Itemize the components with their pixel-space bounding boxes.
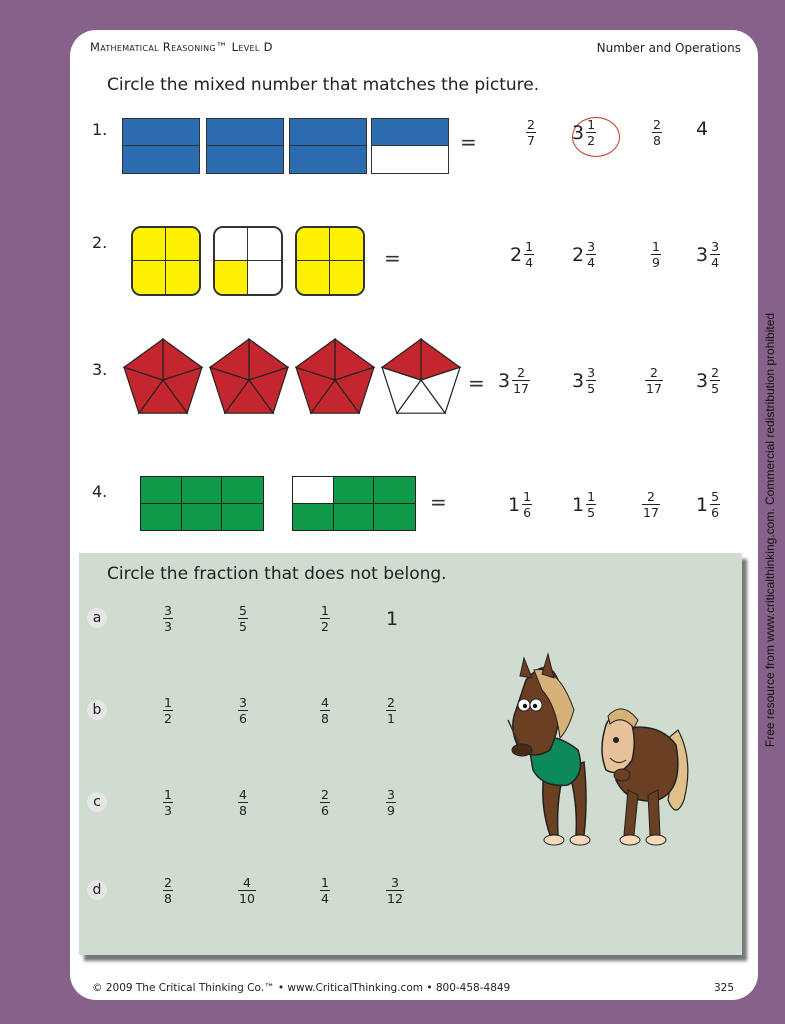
denominator: 5 (587, 505, 596, 520)
numerator: 3 (390, 875, 399, 890)
numerator: 3 (387, 787, 395, 802)
numerator: 2 (646, 489, 655, 504)
numerator: 1 (321, 875, 329, 890)
denominator: 6 (321, 803, 329, 818)
denominator: 2 (164, 711, 172, 726)
row-label-a: a (87, 608, 107, 628)
fraction-option-a-2[interactable] (238, 604, 248, 633)
choice-whole: 3 (572, 121, 585, 144)
choice-fraction (652, 118, 662, 147)
denominator: 2 (587, 133, 596, 148)
choice-fraction (522, 490, 532, 519)
denominator: 8 (239, 803, 247, 818)
denominator: 4 (525, 255, 534, 270)
pentagon-row (115, 336, 465, 420)
choice-2-1[interactable] (510, 240, 534, 269)
question-number-4: 4. (92, 482, 108, 501)
question-number-2: 2. (92, 233, 108, 252)
numerator: 2 (387, 695, 395, 710)
choice-3-1[interactable] (498, 366, 530, 395)
fraction-option-b-2[interactable] (238, 696, 248, 725)
denominator: 2 (321, 619, 329, 634)
numerator: 5 (239, 603, 247, 618)
denominator: 5 (711, 381, 720, 396)
denominator: 5 (587, 381, 596, 396)
choice-4-4[interactable] (696, 490, 720, 519)
choice-fraction (512, 366, 530, 395)
page-number: 325 (714, 982, 735, 994)
choice-whole: 3 (696, 243, 709, 266)
denominator: 3 (164, 803, 172, 818)
fraction-option-a-1[interactable] (163, 604, 173, 633)
choice-fraction (710, 490, 720, 519)
denominator: 12 (387, 891, 403, 906)
numerator: 3 (239, 695, 247, 710)
choice-whole: 1 (508, 493, 521, 516)
numerator: 2 (517, 365, 526, 380)
yellow-square-1 (131, 226, 201, 296)
choice-2-2[interactable] (572, 240, 596, 269)
choice-whole: 2 (572, 243, 585, 266)
numerator: 3 (164, 603, 172, 618)
equals-sign-2: = (384, 246, 401, 270)
denominator: 17 (513, 381, 529, 396)
choice-whole: 3 (696, 369, 709, 392)
numerator: 1 (587, 117, 596, 132)
denominator: 3 (164, 619, 172, 634)
choice-1-1[interactable] (526, 118, 536, 147)
green-bar-1 (140, 476, 264, 531)
fraction-option-d-2[interactable] (238, 876, 256, 905)
denominator: 9 (387, 803, 395, 818)
choice-fraction (586, 366, 596, 395)
numerator: 1 (587, 489, 596, 504)
numerator: 2 (653, 117, 661, 132)
choice-fraction (642, 490, 660, 519)
denominator: 4 (587, 255, 596, 270)
side-notice: Free resource from www.criticalthinking.com. Commercial redistribution prohibited (763, 312, 777, 748)
numerator: 2 (711, 365, 720, 380)
choice-whole: 1 (696, 493, 709, 516)
fraction-option-b-1[interactable] (163, 696, 173, 725)
numerator: 1 (164, 695, 172, 710)
fraction-option-b-4[interactable] (386, 696, 396, 725)
choice-4-2[interactable] (572, 490, 596, 519)
choice-2-3[interactable] (651, 240, 661, 269)
fraction-option-d-1[interactable] (163, 876, 173, 905)
choice-fraction (526, 118, 536, 147)
numerator: 1 (523, 489, 532, 504)
fraction-option-c-4[interactable] (386, 788, 396, 817)
denominator: 5 (239, 619, 247, 634)
choice-4-3[interactable] (642, 490, 660, 519)
fraction-option-c-2[interactable] (238, 788, 248, 817)
numerator: 2 (164, 875, 172, 890)
fraction-option-d-3[interactable] (320, 876, 330, 905)
choice-fraction (586, 240, 596, 269)
choice-whole: 1 (572, 493, 585, 516)
denominator: 8 (164, 891, 172, 906)
denominator: 9 (652, 255, 660, 270)
row-label-d: d (87, 880, 107, 900)
fraction-option-a-3[interactable] (320, 604, 330, 633)
denominator: 6 (711, 505, 720, 520)
whole-number: 1 (386, 608, 399, 630)
denominator: 8 (321, 711, 329, 726)
instruction-2: Circle the fraction that does not belong. (107, 564, 447, 584)
question-number-3: 3. (92, 360, 108, 379)
numerator: 1 (525, 239, 534, 254)
denominator: 4 (711, 255, 720, 270)
choice-1-3[interactable] (652, 118, 662, 147)
choice-3-4[interactable] (696, 366, 720, 395)
choice-fraction (645, 366, 663, 395)
choice-3-3[interactable] (645, 366, 663, 395)
numerator: 3 (711, 239, 720, 254)
denominator: 4 (321, 891, 329, 906)
equals-sign-4: = (430, 490, 447, 514)
choice-fraction (586, 490, 596, 519)
choice-4-1[interactable] (508, 490, 532, 519)
equals-sign-1: = (460, 130, 477, 154)
denominator: 17 (646, 381, 662, 396)
blue-bar-2 (206, 118, 284, 174)
denominator: 8 (653, 133, 661, 148)
denominator: 6 (239, 711, 247, 726)
green-bar-partial (292, 476, 416, 531)
fraction-option-c-1[interactable] (163, 788, 173, 817)
denominator: 6 (523, 505, 532, 520)
numerator: 4 (242, 875, 251, 890)
numerator: 3 (587, 365, 596, 380)
numerator: 2 (321, 787, 329, 802)
choice-3-2[interactable] (572, 366, 596, 395)
standing-horse-icon (508, 654, 590, 845)
numerator: 4 (321, 695, 329, 710)
choice-1-2[interactable] (572, 118, 596, 147)
denominator: 17 (643, 505, 659, 520)
numerator: 3 (587, 239, 596, 254)
question-number-1: 1. (92, 120, 108, 139)
choice-1-4[interactable] (696, 118, 710, 140)
equals-sign-3: = (468, 371, 485, 395)
choice-whole: 3 (498, 369, 511, 392)
choice-fraction (710, 366, 720, 395)
choice-whole: 4 (696, 118, 709, 140)
horses-illustration (498, 650, 698, 860)
numerator: 5 (711, 489, 720, 504)
numerator: 1 (164, 787, 172, 802)
choice-fraction (586, 118, 596, 147)
yellow-square-partial (213, 226, 283, 296)
numerator: 1 (652, 239, 660, 254)
yellow-square-3 (295, 226, 365, 296)
section-title: Number and Operations (596, 41, 741, 55)
choice-2-4[interactable] (696, 240, 720, 269)
blue-bar-half (371, 118, 449, 174)
blue-bar-1 (122, 118, 200, 174)
instruction-1: Circle the mixed number that matches the picture. (107, 75, 540, 95)
fraction-option-d-4[interactable] (386, 876, 404, 905)
numerator: 1 (321, 603, 329, 618)
choice-fraction (524, 240, 534, 269)
numerator: 4 (239, 787, 247, 802)
book-title: Mathematical Reasoning™ Level D (90, 40, 273, 54)
fraction-option-a-4[interactable] (386, 604, 400, 630)
denominator: 10 (239, 891, 255, 906)
denominator: 1 (387, 711, 395, 726)
blue-bar-3 (289, 118, 367, 174)
bending-horse-icon (602, 709, 688, 845)
fraction-option-b-3[interactable] (320, 696, 330, 725)
fraction-option-c-3[interactable] (320, 788, 330, 817)
numerator: 2 (649, 365, 658, 380)
denominator: 7 (527, 133, 535, 148)
numerator: 2 (527, 117, 535, 132)
choice-fraction (651, 240, 661, 269)
choice-whole: 3 (572, 369, 585, 392)
choice-whole: 2 (510, 243, 523, 266)
row-label-c: c (87, 792, 107, 812)
choice-fraction (710, 240, 720, 269)
copyright-footer: © 2009 The Critical Thinking Co.™ • www.CriticalThinking.com • 800-458-4849 (92, 982, 511, 994)
row-label-b: b (87, 700, 107, 720)
